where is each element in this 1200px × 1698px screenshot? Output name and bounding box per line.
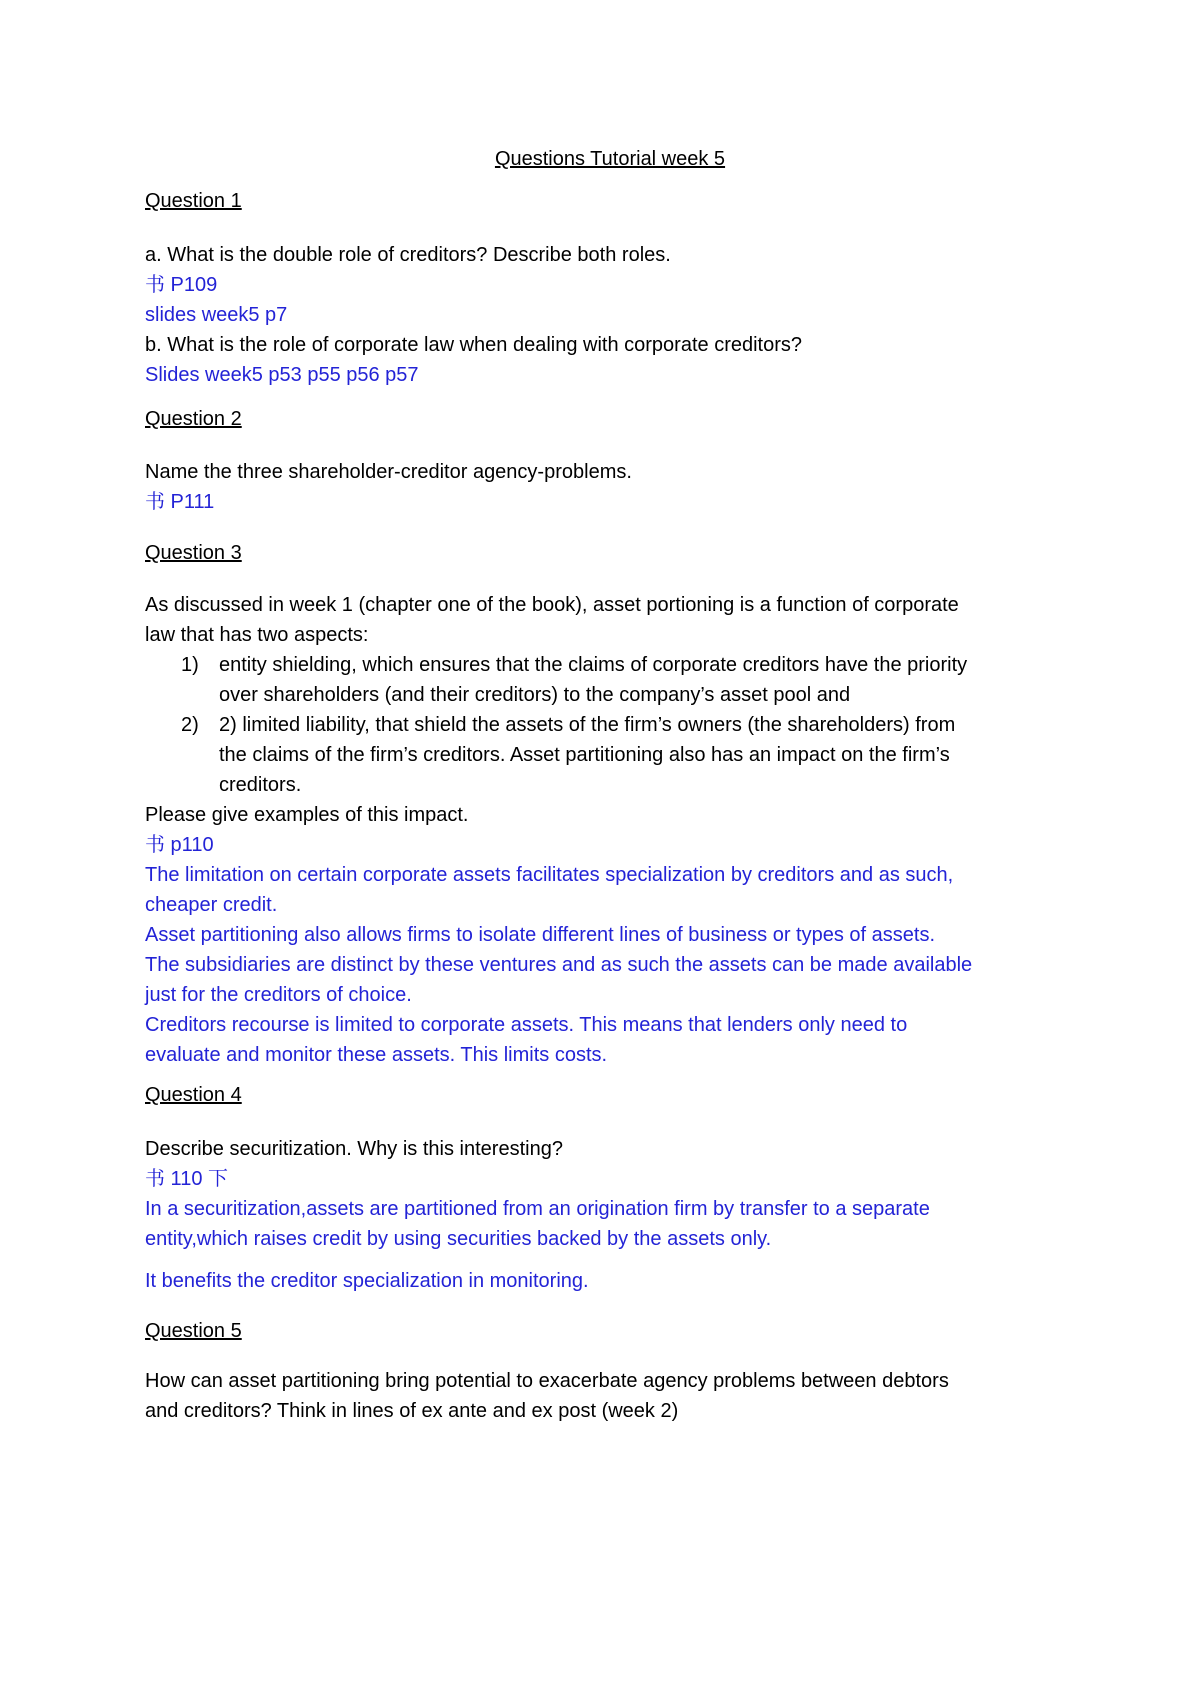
question-2-book-ref: 书 P111 xyxy=(145,491,215,513)
question-2-text: Name the three shareholder-creditor agency-problems. xyxy=(145,461,632,483)
question-4-answer-line: In a securitization,assets are partitioned from an origination firm by transfer to a separate xyxy=(145,1198,930,1220)
question-3-answer-line: just for the creditors of choice. xyxy=(145,984,412,1006)
question-3-book-ref: 书 p110 xyxy=(145,834,214,856)
question-5-text-line: How can asset partitioning bring potential to exacerbate agency problems between debtors xyxy=(145,1370,949,1392)
question-4-benefit-line: It benefits the creditor specialization in monitoring. xyxy=(145,1270,589,1292)
question-3-answer-line: Asset partitioning also allows firms to isolate different lines of business or types of assets. xyxy=(145,924,936,946)
question-1b-text: b. What is the role of corporate law when dealing with corporate creditors? xyxy=(145,334,803,356)
list-item-line: creditors. xyxy=(219,774,302,796)
question-3-intro-line-1: As discussed in week 1 (chapter one of the book), asset portioning is a function of corporate xyxy=(145,594,959,616)
question-3-answer-line: cheaper credit. xyxy=(145,894,278,916)
question-4-text: Describe securitization. Why is this interesting? xyxy=(145,1138,563,1160)
question-1a-book-ref: 书 P109 xyxy=(145,274,218,296)
question-3-heading: Question 3 xyxy=(145,542,242,564)
list-item-line: the claims of the firm’s creditors. Asset partitioning also has an impact on the firm’s xyxy=(219,744,950,766)
document-title: Questions Tutorial week 5 xyxy=(494,148,726,170)
question-3-answer-line: evaluate and monitor these assets. This limits costs. xyxy=(145,1044,608,1066)
question-3-answer-line: Creditors recourse is limited to corporate assets. This means that lenders only need to xyxy=(145,1014,908,1036)
list-item-line: entity shielding, which ensures that the claims of corporate creditors have the priority xyxy=(219,654,968,676)
question-3-body xyxy=(145,590,1075,1070)
question-4-answer-line: entity,which raises credit by using securities backed by the assets only. xyxy=(145,1228,772,1250)
question-5-body xyxy=(145,1366,1075,1426)
question-1a-text: a. What is the double role of creditors? Describe both roles. xyxy=(145,244,671,266)
list-item-number: 2) xyxy=(181,714,199,736)
question-4-benefit xyxy=(145,1266,1075,1296)
question-5-text-line: and creditors? Think in lines of ex ante and ex post (week 2) xyxy=(145,1400,679,1422)
question-3-answer-line: The subsidiaries are distinct by these ventures and as such the assets can be made available xyxy=(145,954,973,976)
question-3-answer-line: The limitation on certain corporate assets facilitates specialization by creditors and as such, xyxy=(145,864,954,886)
question-2-body xyxy=(145,457,1075,517)
question-4-book-ref: 书 110 下 xyxy=(145,1168,228,1190)
question-1-body xyxy=(145,240,1075,390)
list-item xyxy=(145,650,1075,710)
question-1a-slides-ref: slides week5 p7 xyxy=(145,304,288,326)
list-item-line: over shareholders (and their creditors) to the company’s asset pool and xyxy=(219,684,851,706)
list-item xyxy=(145,710,1075,800)
question-3-prompt: Please give examples of this impact. xyxy=(145,804,469,826)
question-4-body xyxy=(145,1134,1075,1254)
question-1b-slides-ref: Slides week5 p53 p55 p56 p57 xyxy=(145,364,419,386)
question-3-aspects-list xyxy=(145,650,1075,800)
list-item-line: 2) limited liability, that shield the assets of the firm’s owners (the shareholders) from xyxy=(219,714,956,736)
question-1-heading: Question 1 xyxy=(145,190,242,212)
question-5-heading: Question 5 xyxy=(145,1320,242,1342)
question-4-heading: Question 4 xyxy=(145,1084,242,1106)
list-item-number: 1) xyxy=(181,654,199,676)
question-2-heading: Question 2 xyxy=(145,408,242,430)
question-3-intro-line-2: law that has two aspects: xyxy=(145,624,369,646)
